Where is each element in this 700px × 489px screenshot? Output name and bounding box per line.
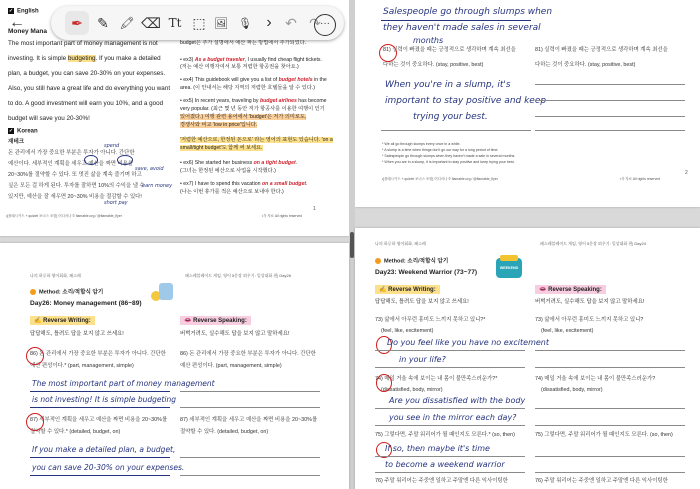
text-icon: Tt (168, 16, 182, 30)
english-line-3: plan, a budget, you can save 20-30% on your expenses. (8, 70, 166, 77)
question-73-keywords: (feel, like, excitement) (381, 328, 434, 334)
text-tool-button[interactable] (163, 11, 187, 35)
english-line-1: The most important part of money management is not (8, 40, 158, 47)
note-line: 있어졌다.) 여행 관련 용어에서 'budget'은 저가 의미로도, (180, 114, 307, 120)
handwritten-earn: earn money (142, 183, 173, 189)
question-86-speaking-keywords: 예산 편성이다. (part, management, simple) (180, 363, 282, 369)
red-circle-annotation (26, 347, 44, 365)
blue-circle-annotation (84, 155, 98, 165)
running-header-left: 나의 하루하 영어회화, 패스레 (30, 273, 81, 278)
note-line: small/tight budget'도 함께 써 보세요. (180, 145, 263, 151)
note-line: area. (이 안내서는 해당 지역의 저렴한 호텔들을 알 수 있다.) (180, 85, 315, 91)
question-74-speaking: 74) 매일 거울 속에 보이는 내 몸이 불만족스러운가? (535, 376, 656, 382)
piggy-bank-icon (159, 283, 173, 300)
running-header-right: 패스레블레이드 게임, 영어 5문장 외우기: 일상대화 편| Day26 (185, 273, 291, 278)
question-74-korean: 74) 매일 거울 속에 보이는 내 몸이 불만족스러운가?* (375, 376, 498, 382)
image-icon: 🖼 (214, 17, 228, 30)
writing-line (535, 408, 685, 409)
red-circle-annotation (379, 44, 397, 62)
writing-line (375, 425, 525, 426)
blue-circle-annotation (117, 155, 133, 165)
handwritten-line: in your life? (399, 355, 446, 364)
english-line-2: investing. It is simple budgeting. If you make a detailed (8, 55, 161, 62)
reverse-speaking-label: 👄 Reverse Speaking: (535, 285, 606, 294)
note-line: * When you are in a slump, it is important to stay positive and keep trying your best. (382, 160, 515, 164)
eraser-icon: ⌫ (141, 14, 161, 31)
note-line: * A slump is a time when things don't go our way for a long period of time. (382, 148, 499, 152)
writing-line (30, 407, 170, 408)
english-line-6: budget will save you 20-30%! (8, 115, 90, 122)
redo-icon: ↷ (309, 14, 321, 31)
divider-handle[interactable] (350, 232, 354, 258)
handwritten-line: If so, then maybe it's time (385, 444, 490, 453)
note-line: * Salespeople go through slumps when they haven't made a sale in several months. (382, 154, 516, 158)
day-title: Day23: Weekend Warrior (73~77) (375, 269, 478, 276)
chevron-right-icon: › (266, 14, 272, 31)
question-74-speaking-keywords: (dissatisfied, body, mirror) (541, 387, 603, 393)
underline (381, 20, 531, 21)
korean-line-3: 20~30%를 절약할 수 있다. 또 멋진 삶을 계속 즐기며 하고 (8, 172, 142, 178)
note-line: • ex5) In recent years, traveling by budget airlines has become (180, 98, 327, 104)
handwritten-line: months (413, 36, 444, 45)
note-line: (나는 이번 휴가를 적은 예산으로 보내야 한다.) (180, 189, 284, 195)
writing-line (180, 407, 320, 408)
note-line: budget은 추가 설명에서 예산 짜는 방법에서 추가되었다. (180, 40, 307, 46)
page-footer: •[플래시카드 + quizlet 보너스 포함] 어디서나 © flamable.org / @flamable_flyer (382, 177, 498, 181)
reverse-speaking-label: 👄 Reverse Speaking: (180, 316, 251, 325)
writing-line (180, 475, 320, 476)
handwritten-line: Do you feel like you have no excitement (387, 338, 549, 347)
crown-icon (500, 255, 518, 261)
question-81-keywords: 다하는 것이 중요하다. (stay, positive, best) (383, 62, 484, 68)
drawing-toolbar (51, 6, 344, 40)
writing-line (381, 130, 531, 131)
korean-label: ✓ Korean (8, 128, 38, 135)
handwritten-line: is not investing! It is simple budgeting (32, 395, 177, 404)
question-76-speaking: 76) 주말 워리어는 주중엔 일하고 주말엔 다른 익사이팅한 (535, 478, 668, 484)
note-line: • ex3) As a budget traveler, I usually find cheap flight tickets. (180, 57, 322, 63)
writing-line (535, 100, 685, 101)
handwritten-line: to become a weekend warrior (385, 460, 505, 469)
writing-line (30, 475, 170, 476)
korean-line-4: 싶은 모든 걸 하게 된다. 투자를 잘하면 10%의 수익을 낼 수 (8, 183, 145, 189)
note-line: '저렴한 예산으로, 한정된 돈으로' 라는 영어의 표현도 있습니다. 'on a (180, 137, 333, 143)
writing-line (180, 457, 320, 458)
writing-line (30, 457, 170, 458)
question-86-speaking: 86) 돈 관리에서 가장 중요한 부분은 투자가 아니다. 간단한 (180, 351, 316, 357)
handwritten-line: important to stay positive and keep (385, 96, 547, 106)
select-tool-button[interactable] (187, 11, 211, 35)
question-81-korean: 81) 실력이 빠졌을 때는 긍정적으로 생각하며 계속 최선을 (383, 47, 516, 53)
reverse-writing-label: ✍ Reverse Writing: (30, 316, 95, 325)
pencil-icon: ✎ (97, 14, 109, 31)
microphone-icon: 🎙 (238, 17, 252, 30)
writing-instruction: 답답해도, 틀려도 답을 보지 않고 쓰세요! (375, 299, 469, 305)
back-button[interactable]: ← (9, 14, 25, 31)
note-line: • ex7) I have to spend this vacation on a small budget. (180, 181, 308, 187)
writing-instruction: 답답해도, 틀려도 답을 보지 않고 쓰세요! (30, 331, 124, 337)
writing-line (375, 472, 525, 473)
red-circle-annotation (26, 413, 44, 431)
question-73-speaking: 73) 삶에서 아무런 흥미도 느끼지 못하고 있니? (535, 317, 644, 323)
korean-line-5: 있지만, 예산을 잘 세우면 20~30% 비용을 절감할 수 있다! (8, 194, 142, 200)
method-label: Method: 소리/적합식 암기 (375, 258, 448, 265)
question-87-korean: 87) 세부적인 계획을 세우고 예산을 짜면 비용을 20~30%를 (30, 417, 168, 423)
question-75-korean: 75) 그렇다면, 주말 워리어가 될 때인지도 모른다.* (so, then) (375, 432, 515, 438)
speaking-instruction: 버벅거려도, 실수해도 답을 보지 않고 말하세요! (180, 331, 290, 337)
korean-title: 재테크 (8, 139, 25, 145)
handwritten-short: short pay (104, 200, 128, 206)
eraser-tool-button[interactable] (139, 11, 163, 35)
microphone-button[interactable] (233, 11, 257, 35)
question-81-speaking: 81) 실력이 빠졌을 때는 긍정적으로 생각하며 계속 최선을 (535, 47, 668, 53)
handwritten-line: you see in the mirror each day? (389, 413, 517, 422)
page-footer-rights: •각 자료 All rights reserved (262, 214, 303, 218)
writing-line (535, 425, 685, 426)
korean-line-2: 예산이다. 세부적인 계획을 세우고 예산을 짜면 비용을 (8, 161, 134, 167)
question-75-speaking: 75) 그렇다면, 주말 워리어가 될 때인지도 모른다. (so, then) (535, 432, 673, 438)
handwritten-line: The most important part of money management (32, 379, 215, 388)
undo-icon: ↶ (285, 14, 297, 31)
running-header-right: 패스레블레이드 게임, 영어 5문장 외우기: 일상대화 편| Day24 (540, 241, 646, 246)
image-tool-button[interactable] (209, 11, 233, 35)
handwritten-spend: spend (104, 143, 120, 149)
method-label: Method: 소리/적합식 암기 (30, 289, 103, 296)
pencil-tool-button[interactable] (91, 11, 115, 35)
page-number: 2 (685, 170, 688, 176)
note-line: • ex6) She started her business on a tight budget. (180, 160, 298, 166)
page-day26-reading[interactable] (0, 0, 349, 236)
page-footer: •[플래시카드 + quizlet 보너스 포함] 어디서나 © flamable.org / @flamable_flyer (6, 214, 122, 218)
reverse-writing-label: ✍ Reverse Writing: (375, 285, 440, 294)
writing-line (535, 456, 685, 457)
writing-line (30, 391, 170, 392)
question-76-korean: 76) 주말 워리어는 주중엔 일하고 주말엔 다른 익사이팅한 (375, 478, 508, 484)
handwritten-save: save, avoid (135, 166, 164, 172)
writing-line (375, 367, 525, 368)
writing-line (535, 367, 685, 368)
page-day25-answers[interactable] (355, 0, 700, 207)
badge-label: WEEKEND (499, 266, 519, 270)
handwritten-line: If you make a detailed plan, a budget, (32, 445, 176, 454)
question-86-korean: 86) 돈 관리에서 가장 중요한 부분은 투자가 아니다. 간단한 (30, 351, 166, 357)
page-day26-writing[interactable] (0, 243, 349, 489)
handwritten-line: they haven't made sales in several (383, 23, 541, 33)
money-illustration (151, 283, 175, 301)
handwritten-line: Are you dissatisfied with the body (389, 396, 526, 405)
english-line-4: Also, you still have a great life and do everything you want (8, 85, 171, 92)
question-74-keywords: (dissatisfied, body, mirror) (381, 387, 443, 393)
red-circle-annotation (376, 374, 392, 392)
writing-line (375, 350, 525, 351)
page-day23-writing[interactable] (355, 228, 700, 489)
question-87-speaking: 87) 세부적인 계획을 세우고 예산을 짜면 비용을 20~30%를 (180, 417, 318, 423)
speaking-instruction: 버벅거려도, 실수해도 답을 보지 않고 말하세요! (535, 299, 645, 305)
writing-line (375, 456, 525, 457)
marker-tool-button[interactable] (115, 11, 139, 35)
writing-line (535, 130, 685, 131)
writing-line (535, 116, 685, 117)
english-label: ✓ English (8, 8, 39, 15)
question-81-speaking-keywords: 다하는 것이 중요하다. (stay, positive, best) (535, 62, 636, 68)
more-options-button[interactable] (314, 14, 336, 36)
writing-line (535, 84, 685, 85)
day-title: Day26: Money management (86~89) (30, 300, 142, 307)
article-title: Money Mana (8, 28, 48, 35)
page-footer-rights: •각 자료 All rights reserved (620, 177, 661, 181)
note-line: * We all go through slumps every once in a while. (382, 142, 461, 146)
korean-line-1: 돈 관리에서 가장 중요한 부분은 투자가 아니다. 간단한 (8, 150, 135, 156)
note-line: very popular. (최근 몇 년 동안 저가 항공사를 이용한 여행이 인기 (180, 106, 325, 112)
writing-line (535, 472, 685, 473)
writing-line (375, 408, 525, 409)
pen-icon: ✒ (71, 14, 83, 31)
writing-line (180, 391, 320, 392)
note-line: • ex4) This guidebook will give you a list of budget hotels in the (180, 77, 327, 83)
question-73-speaking-keywords: (feel, like, excitement) (541, 328, 594, 334)
handwritten-line: When you're in a slump, it's (385, 80, 511, 90)
writing-line (535, 350, 685, 351)
note-line: 경쟁사와 비교 'low in price'입니다. (180, 122, 258, 128)
question-87-speaking-keywords: 절약할 수 있다. (detailed, budget, on) (180, 429, 269, 435)
running-header-left: 나의 하루하 영어회화, 패스레 (375, 241, 426, 246)
english-line-5: to do. A good investment will earn you 10%, and a good (8, 100, 164, 107)
lasso-select-icon: ⬚ (192, 14, 206, 31)
note-line: (저는 예산 여행자여서 보통 저렴한 항공권을 찾아요.) (180, 64, 299, 70)
undo-button[interactable] (279, 11, 303, 35)
handwritten-line: Salespeople go through slumps when (383, 7, 553, 17)
question-86-keywords: 예산 편성이다.* (part, management, simple) (30, 363, 134, 369)
question-87-keywords: 절약할 수 있다.* (detailed, budget, on) (30, 429, 121, 435)
marker-icon: 🖍 (119, 16, 135, 30)
weekend-badge (496, 258, 522, 278)
pen-tool-button[interactable] (65, 11, 89, 35)
expand-toolbar-button[interactable] (257, 11, 281, 35)
question-73-korean: 73) 삶에서 아무런 흥미도 느끼지 못하고 있니?* (375, 317, 486, 323)
ellipsis-icon: ··· (320, 18, 330, 29)
handwritten-line: you can save 20-30% on your expenses. (32, 463, 185, 472)
note-line: (그녀는 한정된 예산으로 사업을 시작했다.) (180, 168, 276, 174)
handwritten-line: trying your best. (413, 112, 488, 122)
page-number: 1 (313, 206, 316, 212)
